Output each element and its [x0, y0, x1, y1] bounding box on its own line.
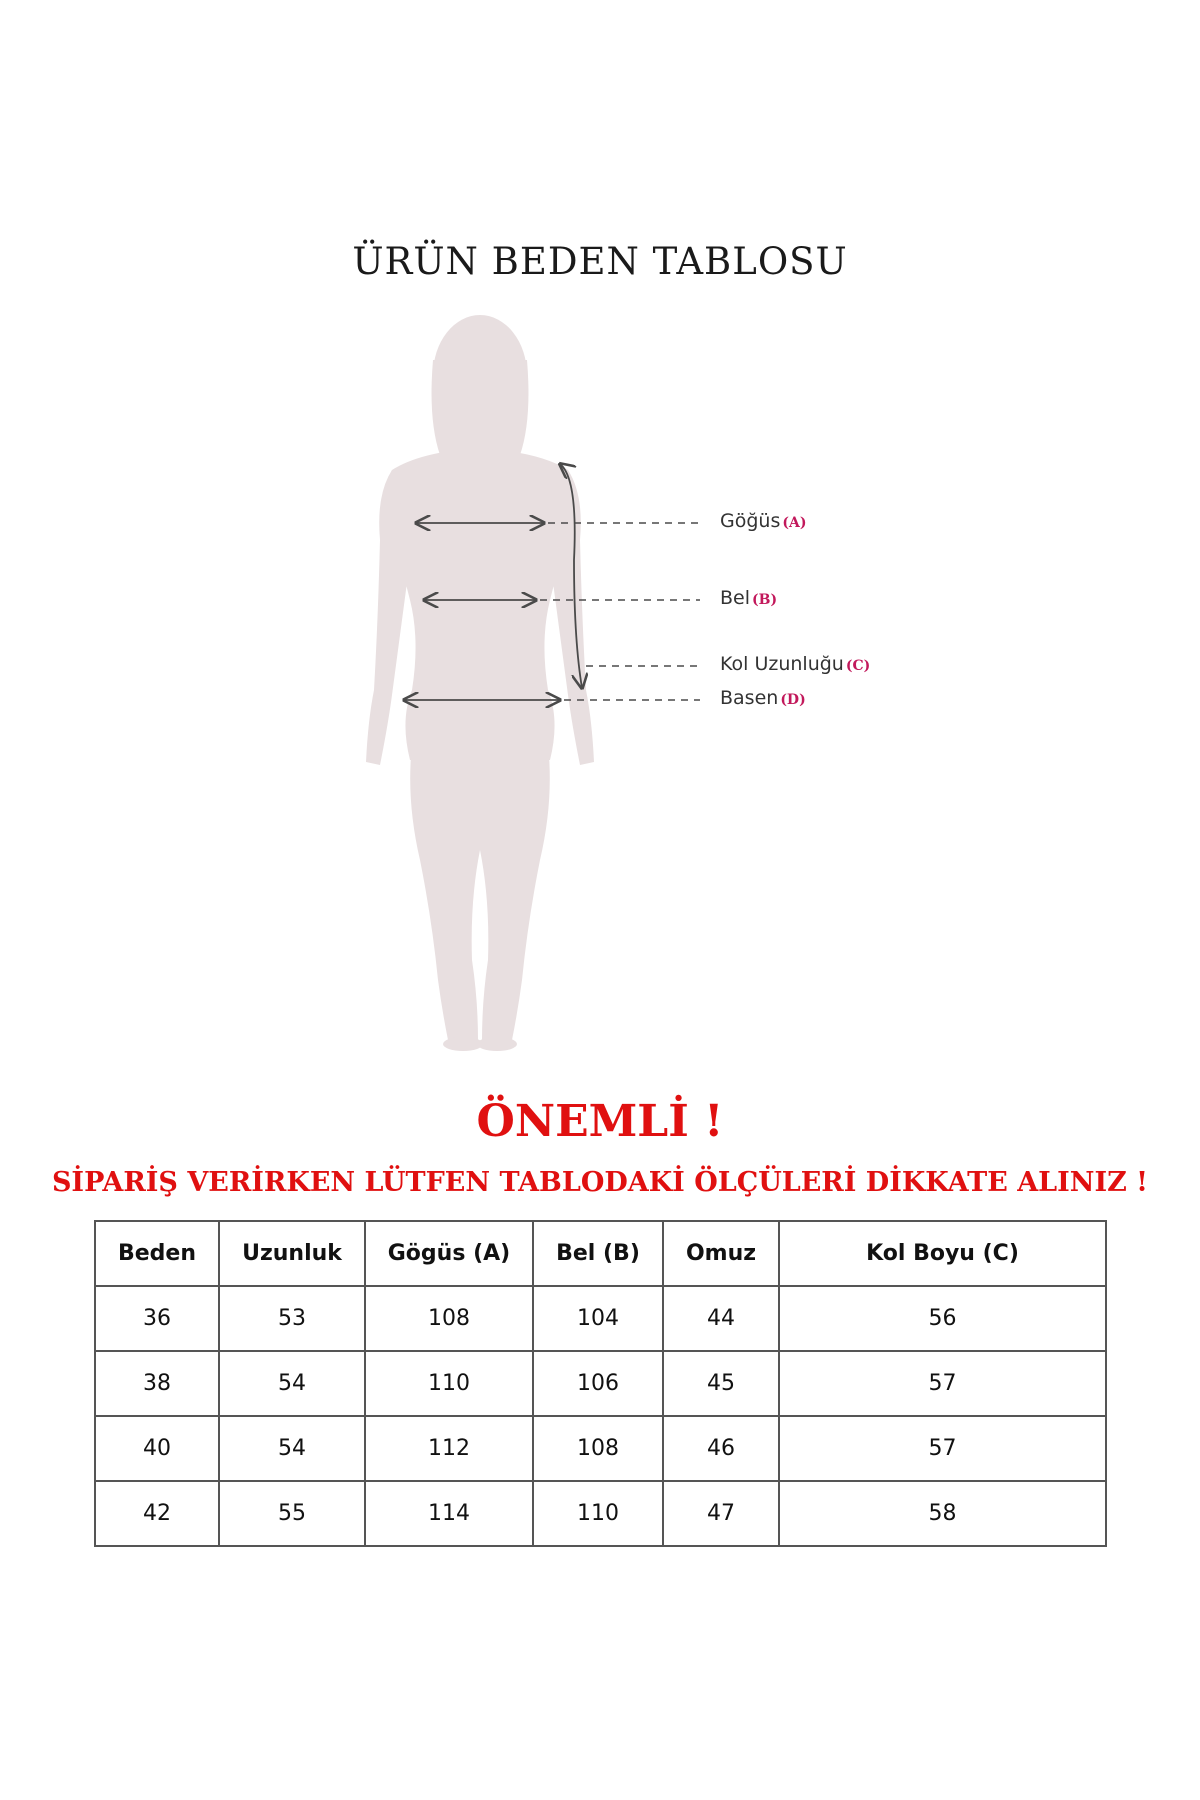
table-cell: 112 — [365, 1416, 533, 1481]
label-hip-code: (D) — [780, 692, 806, 708]
table-cell: 54 — [219, 1351, 365, 1416]
table-row — [95, 1286, 1106, 1351]
header-bel: Bel (B) — [533, 1221, 663, 1286]
table-cell: 110 — [365, 1351, 533, 1416]
label-hip — [720, 687, 806, 709]
table-cell: 54 — [219, 1416, 365, 1481]
page-title: ÜRÜN BEDEN TABLOSU — [352, 240, 848, 283]
notice-text: SİPARİŞ VERİRKEN LÜTFEN TABLODAKİ ÖLÇÜLERİ DİKKATE ALINIZ ! — [51, 1167, 1149, 1198]
label-waist-code: (B) — [752, 592, 778, 608]
table-cell: 57 — [779, 1416, 1106, 1481]
table-cell: 110 — [533, 1481, 663, 1546]
label-sleeve-name: Kol Uzunluğu — [720, 653, 844, 675]
label-waist-name: Bel — [720, 587, 751, 609]
table-row — [95, 1416, 1106, 1481]
table-header-row — [95, 1221, 1106, 1286]
body-silhouette — [366, 315, 594, 1051]
header-kol-boyu: Kol Boyu (C) — [779, 1221, 1106, 1286]
table-cell: 44 — [663, 1286, 779, 1351]
table-cell: 42 — [95, 1481, 219, 1546]
table-row — [95, 1351, 1106, 1416]
table-cell: 40 — [95, 1416, 219, 1481]
label-hip-name: Basen — [720, 687, 779, 709]
table-cell: 45 — [663, 1351, 779, 1416]
table-cell: 38 — [95, 1351, 219, 1416]
label-chest-name: Göğüs — [720, 510, 781, 532]
table-cell: 108 — [365, 1286, 533, 1351]
label-chest-code: (A) — [782, 515, 807, 531]
label-chest — [720, 510, 806, 532]
table-cell: 58 — [779, 1481, 1106, 1546]
table-row — [95, 1481, 1106, 1546]
table-cell: 55 — [219, 1481, 365, 1546]
table-cell: 56 — [779, 1286, 1106, 1351]
table-cell: 104 — [533, 1286, 663, 1351]
label-waist — [720, 587, 777, 609]
header-beden: Beden — [95, 1221, 219, 1286]
table-cell: 108 — [533, 1416, 663, 1481]
table-cell: 106 — [533, 1351, 663, 1416]
table-cell: 36 — [95, 1286, 219, 1351]
important-heading: ÖNEMLİ ! — [476, 1096, 724, 1147]
table-cell: 46 — [663, 1416, 779, 1481]
header-uzunluk: Uzunluk — [219, 1221, 365, 1286]
size-table — [94, 1220, 1107, 1547]
header-omuz: Omuz — [663, 1221, 779, 1286]
label-sleeve — [720, 653, 870, 675]
table-cell: 57 — [779, 1351, 1106, 1416]
table-cell: 114 — [365, 1481, 533, 1546]
sleeve-arrow — [560, 464, 582, 688]
label-sleeve-code: (C) — [845, 658, 871, 674]
table-cell: 47 — [663, 1481, 779, 1546]
table-cell: 53 — [219, 1286, 365, 1351]
header-gogus: Gögüs (A) — [365, 1221, 533, 1286]
